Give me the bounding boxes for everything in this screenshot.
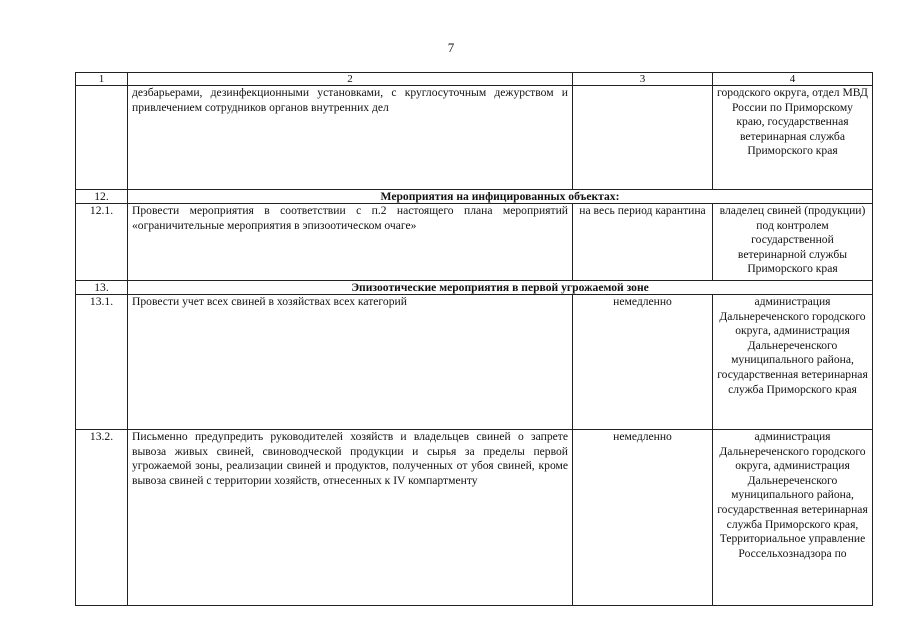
row-number: 13.1. <box>76 295 128 430</box>
section-row <box>76 281 873 295</box>
row-number: 13.2. <box>76 430 128 606</box>
header-col-3: 3 <box>573 73 713 86</box>
table-row <box>76 204 873 281</box>
row-responsible: администрация Дальнереченского городского округа, администрация Дальнереченского муниципального района, государственная ветеринарная служба Приморского края, Территориальное управление Россельхознадзора по <box>713 430 873 606</box>
table-row <box>76 295 873 430</box>
row-term: немедленно <box>573 295 713 430</box>
table-row <box>76 86 873 190</box>
row-measure-text: Провести учет всех свиней в хозяйствах всех категорий <box>128 295 573 430</box>
row-number: 12.1. <box>76 204 128 281</box>
table-row <box>76 430 873 606</box>
row-term: на весь период карантина <box>573 204 713 281</box>
measures-table <box>75 72 873 606</box>
table-header-row <box>76 73 873 86</box>
row-responsible: городского округа, отдел МВД России по Приморскому краю, государственная ветеринарная служба Приморского края <box>713 86 873 190</box>
header-col-2: 2 <box>128 73 573 86</box>
section-row <box>76 190 873 204</box>
row-number <box>76 86 128 190</box>
row-measure-text: дезбарьерами, дезинфекционными установками, с круглосуточным дежурством и привлечением сотрудников органов внутренних дел <box>128 86 573 190</box>
row-responsible: владелец свиней (продукции) под контролем государственной ветеринарной службы Приморского края <box>713 204 873 281</box>
header-col-1: 1 <box>76 73 128 86</box>
section-title: Эпизоотические мероприятия в первой угрожаемой зоне <box>128 281 873 295</box>
section-number: 12. <box>76 190 128 204</box>
section-title: Мероприятия на инфицированных объектах: <box>128 190 873 204</box>
row-measure-text: Провести мероприятия в соответствии с п.2 настоящего плана мероприятий «ограничительные мероприятия в эпизоотическом очаге» <box>128 204 573 281</box>
row-term <box>573 86 713 190</box>
row-term: немедленно <box>573 430 713 606</box>
section-number: 13. <box>76 281 128 295</box>
page-number: 7 <box>447 40 455 55</box>
row-measure-text: Письменно предупредить руководителей хозяйств и владельцев свиней о запрете вывоза живых свиней, свиноводческой продукции и сырья за пределы первой угрожаемой зоны, реализации свиней и продуктов, полученных от убоя свиней, кроме вывоза свиней с территории хозяйств, отнесенных к IV компартменту <box>128 430 573 606</box>
header-col-4: 4 <box>713 73 873 86</box>
row-responsible: администрация Дальнереченского городского округа, администрация Дальнереченского муниципального района, государственная ветеринарная служба Приморского края <box>713 295 873 430</box>
